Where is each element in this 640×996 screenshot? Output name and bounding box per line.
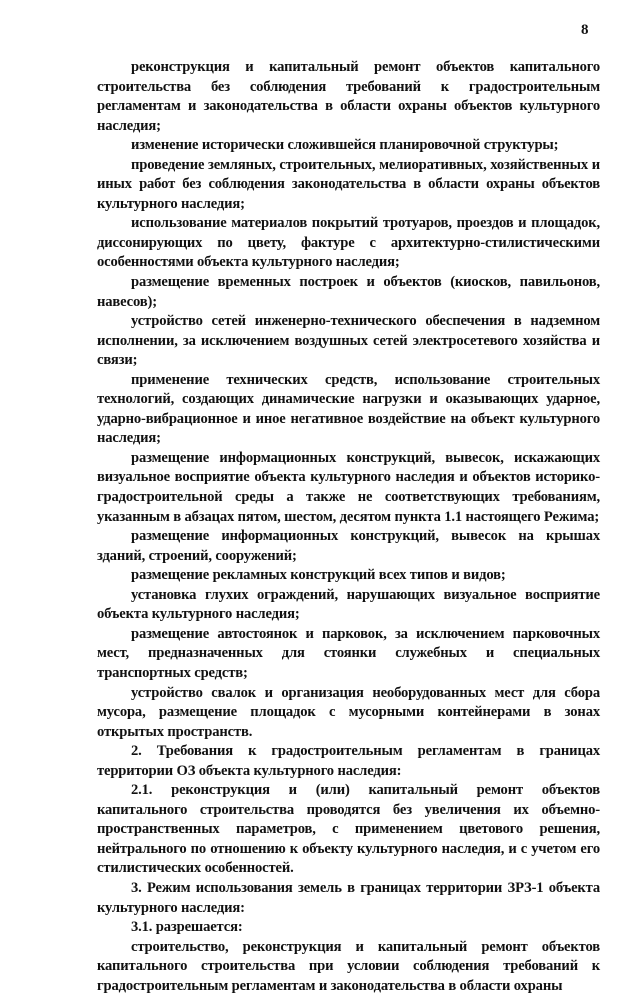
paragraph: размещение автостоянок и парковок, за исключением парковочных мест, предназначенных для стоянки служебных и специальных транспортных средств;	[97, 625, 600, 681]
paragraph: применение технических средств, использование строительных технологий, создающих динамические нагрузки и оказывающих ударное, ударно-вибрационное и иное негативное воздействие на объект культурного наследия;	[97, 371, 600, 447]
paragraph: размещение информационных конструкций, вывесок, искажающих визуальное восприятие объекта культурного наследия и объектов историко-градостроительной среды а также не соответствующих требованиям, указанным в абзацах пятом, шестом, десятом пункта 1.1 настоящего Режима;	[97, 449, 600, 525]
subsection-heading: 3.1. разрешается:	[131, 919, 243, 936]
paragraph: 2.1. реконструкция и (или) капитальный ремонт объектов капитального строительства проводятся без увеличения их объемно-пространственных параметров, с применением цветового решения, нейтрального по отношению к объекту культурного наследия, и с учетом его стилистических особенностей.	[97, 782, 600, 877]
page-number: 8	[581, 22, 589, 38]
paragraph: реконструкция и капитальный ремонт объектов капитального строительства без соблюдения требований к градостроительным регламентам и законодательства в области охраны объектов культурного наследия;	[97, 59, 600, 134]
paragraph: размещение рекламных конструкций всех типов и видов;	[131, 567, 506, 584]
paragraph: устройство сетей инженерно-технического обеспечения в надземном исполнении, за исключением воздушных сетей электросетевого хозяйства и связи;	[97, 313, 600, 369]
document-body	[97, 58, 600, 996]
paragraph: размещение информационных конструкций, вывесок на крышах зданий, строений, сооружений;	[97, 528, 600, 564]
paragraph: размещение временных построек и объектов (киосков, павильонов, навесов);	[97, 274, 600, 310]
paragraph: установка глухих ограждений, нарушающих визуальное восприятие объекта культурного наследия;	[97, 586, 600, 623]
paragraph: устройство свалок и организация необорудованных мест для сбора мусора, размещение площадок с мусорными контейнерами в зонах открытых пространств.	[97, 684, 600, 740]
paragraph: проведение земляных, строительных, мелиоративных, хозяйственных и иных работ без соблюдения законодательства в области охраны объектов культурного наследия;	[97, 156, 600, 212]
paragraph: изменение исторически сложившейся планировочной структуры;	[131, 137, 559, 154]
paragraph: строительство, реконструкция и капитальный ремонт объектов капитального строительства при условии соблюдения требований к градостроительным регламентам и законодательства в области охраны	[97, 938, 600, 994]
section-heading: 3. Режим использования земель в границах территории ЗРЗ-1 объекта культурного наследия:	[97, 879, 600, 916]
section-heading: 2. Требования к градостроительным регламентам в границах территории ОЗ объекта культурного наследия:	[97, 743, 600, 779]
paragraph: использование материалов покрытий тротуаров, проездов и площадок, диссонирующих по цвету, фактуре с архитектурно-стилистическими особенностями объекта культурного наследия;	[97, 215, 600, 271]
